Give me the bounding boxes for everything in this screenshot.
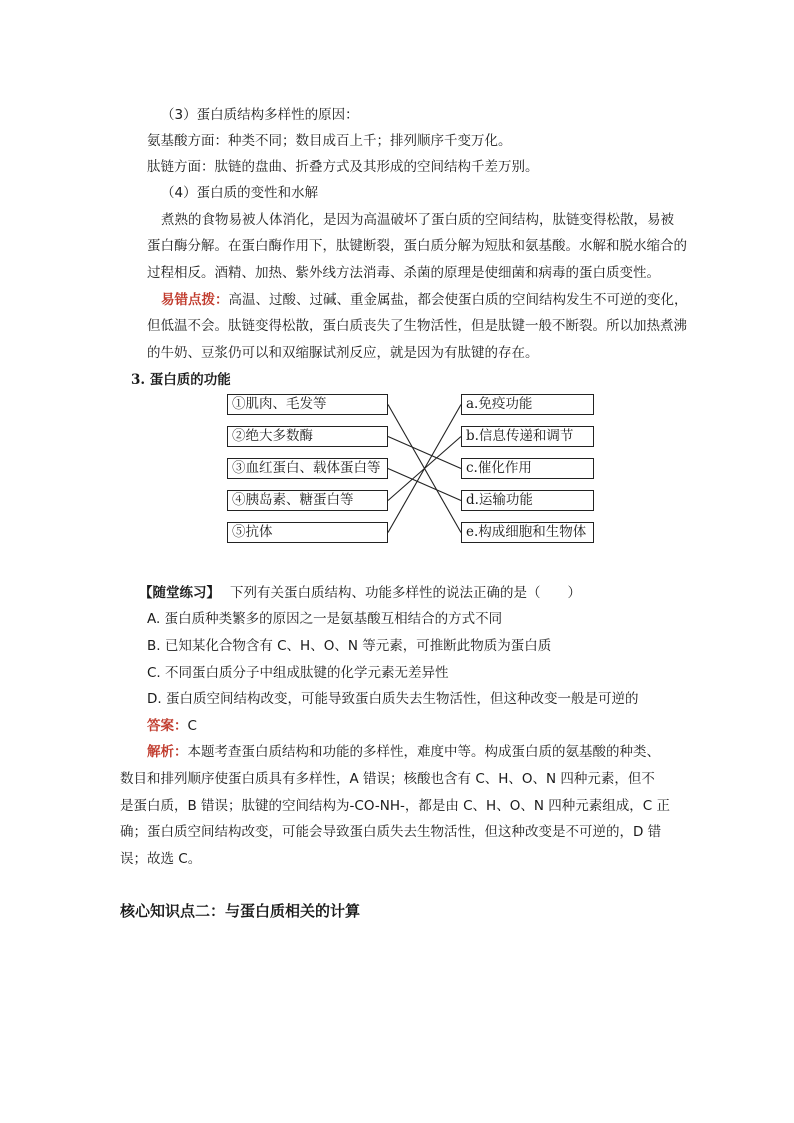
error-tip-line2: 但低温不会。肽链变得松散，蛋白质丧失了生物活性，但是肽键一般不断裂。所以加热煮沸 (147, 318, 687, 334)
analysis-label: 解析： (147, 744, 188, 760)
option-a: A. 蛋白质种类繁多的原因之一是氨基酸互相结合的方式不同 (147, 611, 503, 627)
section4-paragraph-line1: 煮熟的食物易被人体消化，是因为高温破坏了蛋白质的空间结构，肽链变得松散，易被 (161, 212, 674, 228)
function-right-box: e.构成细胞和生物体 (461, 522, 594, 543)
section4-title: （4）蛋白质的变性和水解 (161, 185, 319, 201)
analysis-line2: 数目和排列顺序使蛋白质具有多样性，A 错误；核酸也含有 C、H、O、N 四种元素，但不 (120, 771, 655, 787)
answer-line (147, 716, 197, 736)
match-line (388, 469, 461, 501)
analysis-text1: 本题考查蛋白质结构和功能的多样性，难度中等。构成蛋白质的氨基酸的种类、 (187, 744, 660, 760)
function-right-box: d.运输功能 (461, 490, 594, 511)
amino-acid-reason: 氨基酸方面：种类不同；数目成百上千；排列顺序千变万化。 (147, 133, 512, 149)
function-left-box: ②绝大多数酶 (227, 426, 388, 447)
function-left-box: ④胰岛素、糖蛋白等 (227, 490, 388, 511)
option-b: B. 已知某化合物含有 C、H、O、N 等元素，可推断此物质为蛋白质 (147, 638, 552, 654)
next-section-heading: 核心知识点二：与蛋白质相关的计算 (120, 902, 361, 920)
practice-question: 下列有关蛋白质结构、功能多样性的说法正确的是（ ） (230, 585, 581, 601)
option-c: C. 不同蛋白质分子中组成肽键的化学元素无差异性 (147, 665, 449, 681)
error-tip-text1: 高温、过酸、过碱、重金属盐，都会使蛋白质的空间结构发生不可逆的变化， (228, 292, 688, 308)
error-tip-label: 易错点拨： (161, 292, 229, 308)
function-left-box: ⑤抗体 (227, 522, 388, 543)
option-d: D. 蛋白质空间结构改变，可能导致蛋白质失去生物活性，但这种改变一般是可逆的 (147, 691, 639, 707)
peptide-reason: 肽链方面：肽链的盘曲、折叠方式及其形成的空间结构千差万别。 (147, 159, 539, 175)
function-right-box: a.免疫功能 (461, 394, 594, 415)
section4-paragraph-line3: 过程相反。酒精、加热、紫外线方法消毒、杀菌的原理是使细菌和病毒的蛋白质变性。 (147, 265, 660, 281)
match-line (388, 405, 461, 533)
answer-label: 答案： (147, 718, 188, 734)
function-right-box: c.催化作用 (461, 458, 594, 479)
analysis-line5: 误；故选 C。 (120, 851, 202, 867)
function-left-box: ③血红蛋白、载体蛋白等 (227, 458, 388, 479)
analysis-line3: 是蛋白质，B 错误；肽键的空间结构为-CO-NH-，都是由 C、H、O、N 四种元素组成，C 正 (120, 798, 670, 814)
match-line (388, 405, 461, 533)
functions-title: 3. 蛋白质的功能 (131, 372, 231, 388)
function-right-box: b.信息传递和调节 (461, 426, 594, 447)
analysis-line1 (147, 742, 660, 762)
practice-question-line (139, 583, 581, 603)
function-left-box: ①肌肉、毛发等 (227, 394, 388, 415)
answer-value: C (187, 718, 197, 734)
section3-title: （3）蛋白质结构多样性的原因： (161, 107, 359, 123)
section4-paragraph-line2: 蛋白酶分解。在蛋白酶作用下，肽键断裂，蛋白质分解为短肽和氨基酸。水解和脱水缩合的 (147, 238, 687, 254)
error-tip-line3: 的牛奶、豆浆仍可以和双缩脲试剂反应，就是因为有肽键的存在。 (147, 345, 539, 361)
analysis-line4: 确；蛋白质空间结构改变，可能会导致蛋白质失去生物活性，但这种改变是不可逆的，D 错 (120, 824, 662, 840)
error-tip-line1 (161, 290, 688, 310)
match-line (388, 437, 461, 501)
practice-label: 【随堂练习】 (139, 585, 220, 601)
match-line (388, 437, 461, 469)
